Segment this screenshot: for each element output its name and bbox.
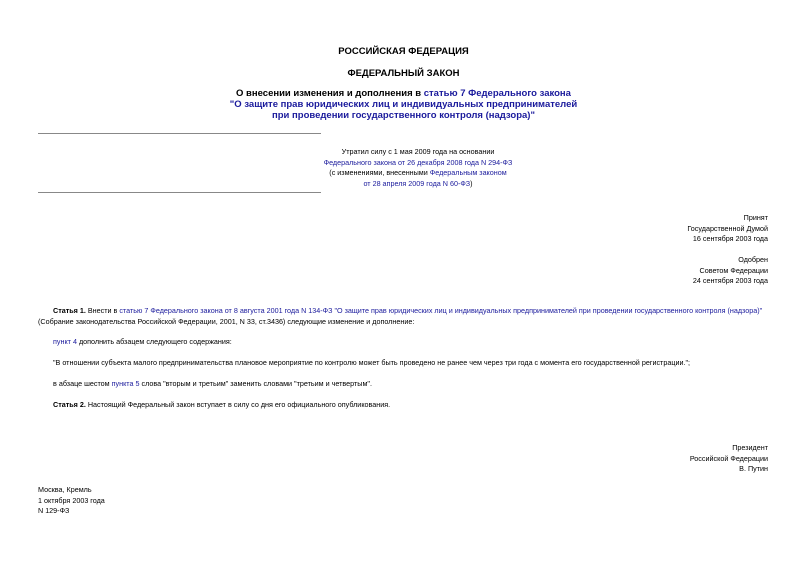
doc-title-line1 — [0, 88, 807, 99]
item2-text: слова "вторым и третьим" заменить словами "третьим и четвертым". — [139, 379, 372, 388]
item1-text: дополнить абзацем следующего содержания: — [76, 337, 232, 346]
status-block — [38, 147, 798, 189]
link-article7-134fz[interactable]: статью 7 Федерального закона от 8 августа 2001 года N 134-ФЗ — [119, 306, 333, 315]
adopted-body: Государственной Думой — [687, 223, 768, 233]
adopted-block — [687, 213, 768, 245]
law-number: N 129-ФЗ — [38, 506, 70, 516]
signature-block — [690, 443, 768, 475]
status-link-294fz[interactable]: Федерального закона от 26 декабря 2008 года N 294-ФЗ — [323, 157, 513, 167]
status-link-60fz[interactable]: от 28 апреля 2009 года N 60-ФЗ — [363, 178, 471, 188]
status-top-divider — [38, 133, 321, 134]
status-bottom-divider — [38, 192, 321, 193]
doc-title-line2[interactable]: "О защите прав юридических лиц и индивидуальных предпринимателей — [229, 99, 578, 110]
status-link-federal-law[interactable]: Федеральным законом — [429, 168, 507, 177]
item2 — [53, 379, 372, 390]
article2-text: Настоящий Федеральный закон вступает в силу со дня его официального опубликования. — [85, 400, 391, 409]
title-link-article7[interactable]: статью 7 Федерального закона — [423, 88, 571, 99]
item1 — [53, 337, 232, 348]
signature-name: В. Путин — [739, 464, 768, 474]
approved-body: Советом Федерации — [699, 265, 768, 275]
article2-paragraph — [53, 400, 390, 411]
doc-title-line3[interactable]: при проведении государственного контроля (надзора)" — [272, 110, 535, 121]
approved-block — [693, 255, 768, 287]
status-line1: Утратил силу с 1 мая 2009 года на основании — [341, 147, 495, 156]
item2-prefix: в абзаце шестом — [53, 379, 112, 388]
approved-date: 24 сентября 2003 года — [692, 276, 768, 286]
place-block — [38, 485, 105, 517]
article1-paragraph — [38, 306, 773, 327]
adopted-label: Принят — [743, 213, 768, 222]
doc-type-heading: ФЕДЕРАЛЬНЫЙ ЗАКОН — [347, 68, 460, 79]
signature-title: Президент — [732, 443, 768, 452]
approved-label: Одобрен — [738, 255, 768, 264]
place-city: Москва, Кремль — [38, 485, 92, 494]
signature-country: Российской Федерации — [689, 453, 768, 463]
link-point4[interactable]: пункт 4 — [53, 337, 77, 346]
status-line3 — [38, 168, 798, 179]
country-heading: РОССИЙСКАЯ ФЕДЕРАЦИЯ — [338, 46, 469, 57]
place-date: 1 октября 2003 года — [38, 495, 105, 505]
article1-prefix: Внести в — [85, 306, 120, 315]
article1-heading: Статья 1. — [53, 306, 86, 315]
article1-line1 — [38, 306, 773, 317]
article1-line2: (Собрание законодательства Российской Федерации, 2001, N 33, ст.3436) следующие изменение и дополнение: — [38, 316, 415, 326]
status-line3-prefix: (с изменениями, внесенными — [329, 168, 430, 177]
link-law-title[interactable]: "О защите прав юридических лиц и индивидуальных предпринимателей при проведении государственного контроля (надзора)" — [332, 306, 763, 315]
adopted-date: 16 сентября 2003 года — [692, 234, 768, 244]
article2-heading: Статья 2. — [53, 400, 86, 409]
link-point5[interactable]: пункта 5 — [111, 379, 140, 388]
quote-paragraph: "В отношении субъекта малого предпринимательства плановое мероприятие по контролю может быть проведено не ранее чем через три года с момента его государственной регистрации."; — [53, 358, 691, 367]
status-line4-suffix: ) — [470, 178, 473, 188]
status-line4 — [38, 179, 798, 190]
title-prefix: О внесении изменения и дополнения в — [236, 88, 424, 99]
